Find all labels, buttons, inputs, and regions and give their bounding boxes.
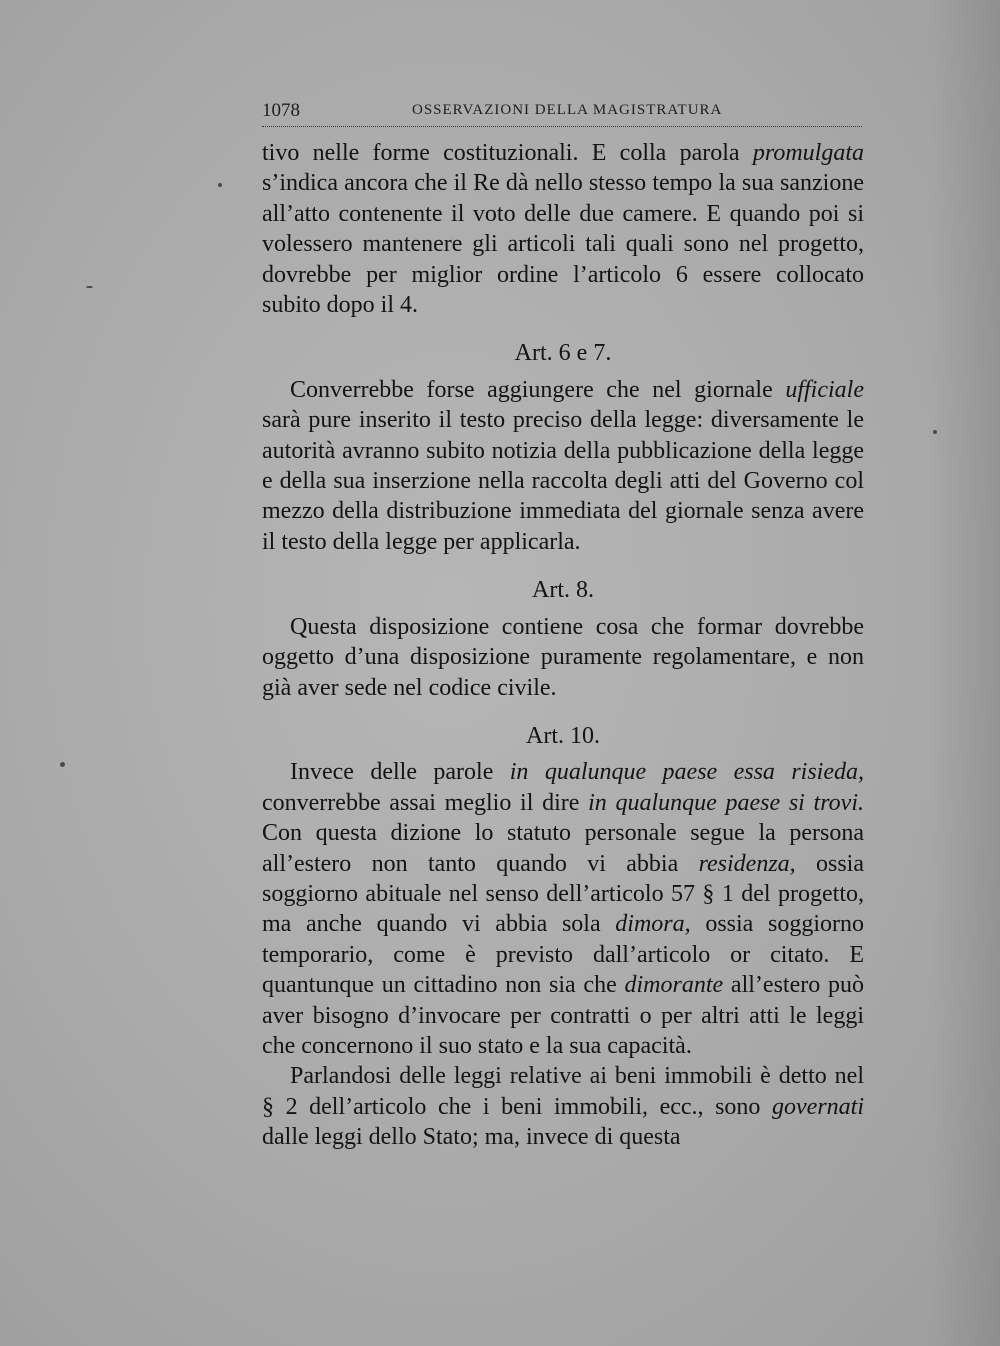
italic-text: promulgata (752, 140, 864, 166)
paragraph (262, 375, 864, 557)
text-run: dalle leggi dello Stato; ma, invece di questa (262, 1124, 681, 1151)
italic-text: governati (772, 1093, 864, 1120)
text-run: Questa disposizione contiene cosa che formar dovrebbe oggetto d’una disposizione puramente regolamentare, e non già aver sede nel codice civile. (262, 613, 864, 701)
ink-speck (86, 286, 93, 288)
text-run: ossia soggiorno temporario, come è previsto dall’articolo or citato. E quantunque un cittadino non sia che (262, 911, 864, 999)
text-run: sarà pure inserito il testo preciso della legge: diversamente le autorità avranno subito notizia della pubblicazione della legge e della sua inserzione nella raccolta degli atti del Governo col mezzo della distribuzione immediata del giornale senza avere il testo della legge per applicarla. (262, 407, 864, 555)
ink-speck (933, 430, 937, 434)
text-run: all’estero può aver bisogno d’invocare per contratti o per altri atti le leggi che concernono il suo stato e la sua capacità. (262, 972, 864, 1059)
italic-text: in qualunque paese si trovi. (588, 789, 864, 816)
article-heading: Art. 6 e 7. (514, 340, 612, 367)
text-run: ossia soggiorno abituale nel senso dell’articolo 57 § 1 del progetto, ma anche quando vi abbia sola (262, 850, 865, 938)
running-head (262, 98, 862, 126)
paragraph (262, 757, 864, 1061)
running-title: OSSERVAZIONI DELLA MAGISTRATURA (412, 102, 723, 118)
page-number: 1078 (262, 100, 300, 121)
italic-text: ufficiale (785, 376, 864, 403)
header-rule (262, 126, 862, 127)
ink-speck (60, 762, 65, 767)
paragraph (262, 1061, 864, 1152)
text-run: converrebbe assai meglio il dire (262, 789, 589, 816)
italic-text: in qualunque paese essa risieda, (509, 759, 864, 786)
text-run: Converrebbe forse aggiungere che nel giornale (290, 376, 786, 403)
italic-text: dimorante (624, 972, 724, 999)
text-run: Con questa dizione lo statuto personale segue la persona all’estero non tanto quando vi abbia (262, 820, 864, 877)
text-run: tivo nelle forme costituzionali. E colla parola (262, 140, 753, 166)
page-edge-shadow (930, 0, 1000, 1346)
paragraph (262, 612, 864, 703)
italic-text: residenza, (698, 850, 796, 877)
italic-text: dimora, (615, 911, 691, 938)
text-run: s’indica ancora che il Re dà nello stesso tempo la sua sanzione all’atto contenente il voto delle due camere. E quando poi si volessero mantenere gli articoli tali quali sono nel progetto, dovrebbe per miglior ordine l’articolo 6 essere collocato subito dopo il 4. (262, 170, 864, 319)
article-heading: Art. 10. (526, 722, 600, 749)
body-text (262, 138, 864, 1153)
text-run: Invece delle parole (290, 759, 510, 786)
paragraph (262, 138, 864, 320)
text-run: Parlandosi delle leggi relative ai beni immobili è detto nel § 2 dell’articolo che i beni immobili, ecc., sono (262, 1063, 864, 1120)
ink-speck (218, 183, 222, 187)
article-heading: Art. 8. (532, 577, 594, 604)
